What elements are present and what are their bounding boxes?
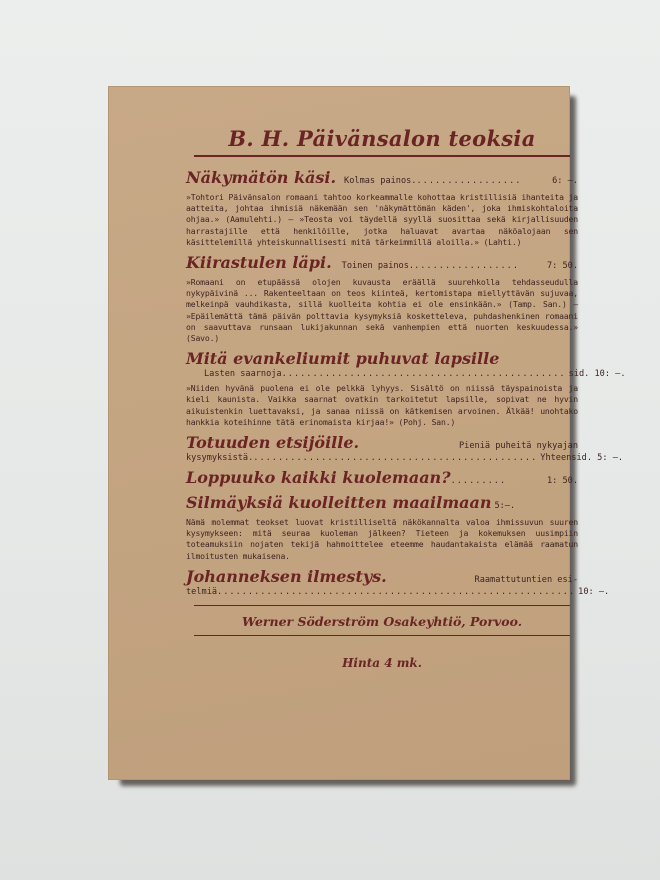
- book-entry: [186, 463, 578, 488]
- cover-header: B. H. Päivänsalon teoksia: [228, 126, 536, 151]
- book-price: 5:—.: [494, 501, 516, 512]
- book-title: Loppuuko kaikki kuolemaan?: [186, 468, 451, 488]
- book-entry: [186, 428, 624, 464]
- book-title: Näkymätön käsi.: [186, 168, 337, 187]
- book-entry: [186, 488, 578, 562]
- book-entry: [186, 349, 626, 428]
- book-edition: kysymyksistä.: [186, 453, 254, 464]
- book-edition: Toinen painos.: [341, 261, 415, 272]
- book-price: Yhteensid. 5: —.: [540, 453, 624, 464]
- publisher-name: Werner Söderström Osakeyhtiö, Porvoo.: [241, 613, 523, 629]
- publisher-rule-bottom: [194, 635, 570, 636]
- book-title: Mitä evankeliumit puhuvat lapsille: [186, 349, 500, 369]
- book-price: 1: 50.: [546, 476, 578, 487]
- book-price: 7: 50.: [546, 261, 578, 272]
- book-quotes: »Niiden hyvänä puolena ei ole pelkkä lyhyys. Sisältö on niissä täyspainoista ja kieli kaunista. Vaikka saarnat ovatkin tarkoitetut lapsille, sopivat ne hyvin aikuistenkin luettavaksi, ja sanaa niissä on kätkemisen arvoinen. Älkää! unohtako hankkia koteihinne tätä erinomaista kirjaa!» (Pohj. San.): [186, 383, 578, 427]
- book-quotes: »Romaani on etupäässä olojen kuvausta eräällä suurehkolla tehdasseudulla nykypäivinä ... Rakenteeltaan on teos kiinteä, kertomistapa miellyttävän sujuvaa, melkeinpä vauhdikasta, sillä kuolleita kohtia ei ole ensinkään.» (Tamp. San.) — »Epäilemättä tämä päivän polttavia kysymyksiä koskettelevа, puhdashenkinen romaani on saavuttava runsaan lukijakunnan sekä vanhempien että nuorten keskuudessa.» (Savo.): [186, 277, 578, 344]
- book-entry: [186, 248, 578, 344]
- book-edition: Kolmas painos.: [344, 176, 417, 186]
- booklet-price: Hinta 4 mk.: [342, 655, 422, 670]
- book-description: Nämä molemmat teokset luovat kristilliseltä näkökannalta valoa ihmissuvun suuren kysymykseen: mitä seuraa kuoleman jälkeen? Tieteen ja kokemuksen uusimpiin toteamuksiin nojaten tekijä hahmoittelee eteemme haudantakaista elämää raamatun ilmoitusten mukaisena.: [186, 517, 578, 561]
- book-title: Johanneksen ilmestys.: [186, 566, 387, 586]
- book-entry: [186, 562, 610, 597]
- dot-leader: ..........................................................: [217, 586, 576, 597]
- dot-leader: .........: [450, 476, 507, 487]
- cover-content: [186, 126, 626, 670]
- book-edition: telmiä: [186, 586, 218, 597]
- book-subtitle: Raamattutuntien esi-: [474, 574, 578, 585]
- book-title: Silmäyksiä kuolleitten maailmaan: [186, 493, 492, 513]
- dot-leader: ..............................................: [253, 453, 538, 464]
- publisher-rule-top: [194, 605, 570, 606]
- book-price: 6: —.: [552, 176, 578, 186]
- book-quotes: »Tohtori Päivänsalon romaani tahtoo korkeammalle kohottaa kristillisiä ihanteita ja aatteita, johtaa ihmisiä näkemään sen 'näkymättömän käden', joka ihmiskohtaloita ohjaa.» (Aamulehti.) — »Teosta voi täydellä syyllä suosittaa sekä kirjallisuuden harrastajille että henkilöille, jotka haluavat avartaa näköalojaan sen käsittelemillä yhteiskunnallisesti mitä tärkeimmillä aloilla.» (Lahti.): [186, 192, 578, 247]
- book-edition: Lasten saarnoja: [204, 369, 282, 380]
- book-title: Kiirastulen läpi.: [186, 253, 332, 273]
- book-title: Totuuden etsijöille.: [186, 433, 360, 453]
- header-rule: [194, 155, 570, 157]
- book-entry: [186, 163, 578, 248]
- book-subtitle: Pieniä puheitä nykyajan: [459, 441, 578, 452]
- book-price: 10: —.: [578, 586, 610, 597]
- booklet-back-cover: [108, 86, 626, 780]
- book-price: sid. 10: —.: [568, 369, 626, 380]
- dot-leader: .................: [414, 261, 520, 272]
- dot-leader: ..............................................: [281, 369, 566, 380]
- dot-leader: .................: [416, 176, 522, 186]
